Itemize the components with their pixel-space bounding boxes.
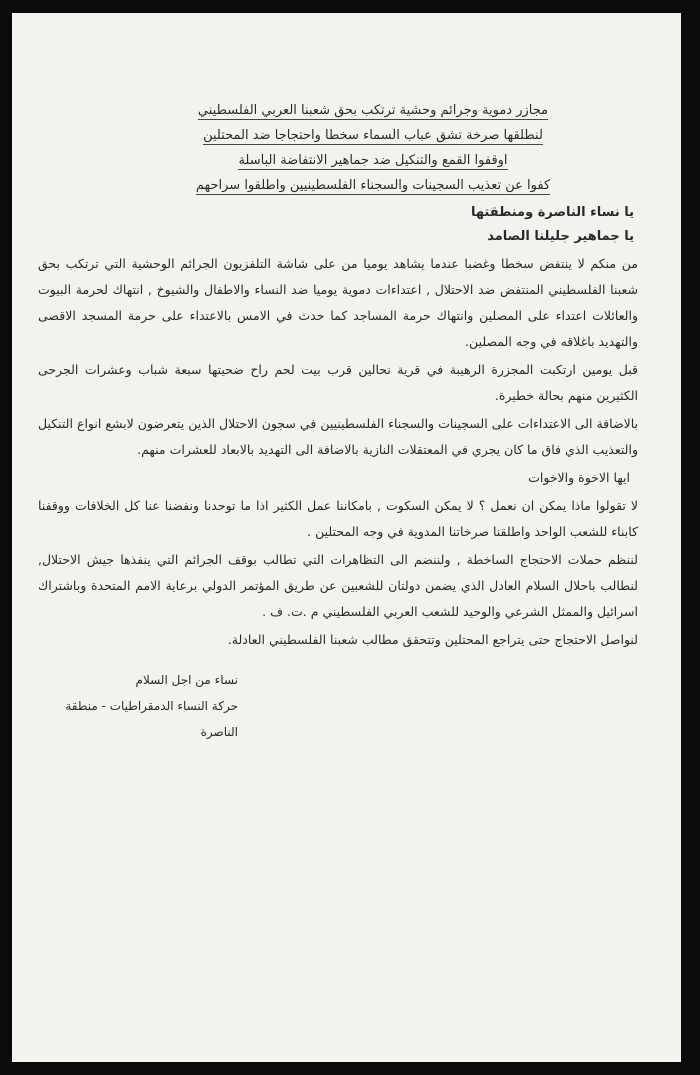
letter-body [38,98,638,745]
header-line [108,123,638,148]
signature-line: حركة النساء الدمقراطيات - منطقة الناصرة [65,699,238,739]
paragraph: لنواصل الاحتجاج حتى يتراجع المحتلين وتتحقق مطالب شعبنا الفلسطيني العادلة. [227,632,638,647]
header-line [108,173,638,198]
signature-line: نساء من اجل السلام [135,673,238,687]
header-line-text: اوقفوا القمع والتنكيل ضد جماهير الانتفاضة الباسلة [238,153,508,168]
paragraph: ايها الاخوة والاخوات [528,470,630,485]
document-sheet [12,13,681,1062]
paragraph: من منكم لا ينتفض سخطا وغضبا عندما يشاهد يوميا من على شاشة التلفزيون الجرائم الوحشية التي ترتكب بحق شعبنا الفلسطيني المنتفض ضد الاحتلال , اعتداءات دموية يوميا ضد النساء والاطفال والشيوخ , انتهاك لحرمة البيوت والعائلات اعتداء على المصلين وانتهاك حرمة المساجد كما حدث في الامس بالاعتداء على حرمة المسجد الاقصى والتهديد باغلاقه في وجه المصلين. [38,256,638,349]
paragraph: لننظم حملات الاحتجاج الساخطة , ولننضم الى التظاهرات التي تطالب بوقف الجرائم التي ينفذها جيش الاحتلال, لنطالب باحلال السلام العادل الذي يضمن دولتان للشعبين عن طريق المؤتمر الدولي برعاية الامم المتحدة وباشتراك اسرائيل والممثل الشرعي والوحيد للشعب العربي الفلسطيني م .ت. ف . [38,552,638,619]
header-line-text: مجازر دموية وجرائم وحشية ترتكب بحق شعبنا العربي الفلسطيني [197,103,549,118]
paragraph: لا تقولوا ماذا يمكن ان نعمل ؟ لا يمكن السكوت , بامكاننا عمل الكثير اذا ما توحدنا ونفضنا عنا كل الخلافات ووقفنا كابناء للشعب الواحد واطلقنا صرخاتنا المدوية في وجه المحتلين . [38,498,638,539]
salutation: يا نساء الناصرة ومنطقتها [470,205,634,220]
header-line [108,148,638,173]
header-line-text: لنطلقها صرخة تشق عباب السماء سخطا واحتجاجا ضد المحتلين [203,128,543,143]
salutation: يا جماهير جليلنا الصامد [487,229,634,244]
header-line [108,98,638,123]
paragraph: قبل يومين ارتكبت المجزرة الرهيبة في قرية نحالين قرب بيت لحم راح ضحيتها سبعة شباب وعشرات الجرحى الكثيرين منهم بحالة خطيرة. [38,362,638,403]
header-line-text: كفوا عن تعذيب السجينات والسجناء الفلسطينيين واطلقوا سراحهم [195,178,551,193]
paragraph: بالاضافة الى الاعتداءات على السجينات والسجناء الفلسطينيين في سجون الاحتلال الذين يتعرضون لابشع انواع التنكيل والتعذيب الذي فاق ما كان يجري في المعتقلات النازية بالاضافة الى التهديد بالابعاد للعشرات منهم. [38,416,638,457]
header-block [38,98,638,198]
